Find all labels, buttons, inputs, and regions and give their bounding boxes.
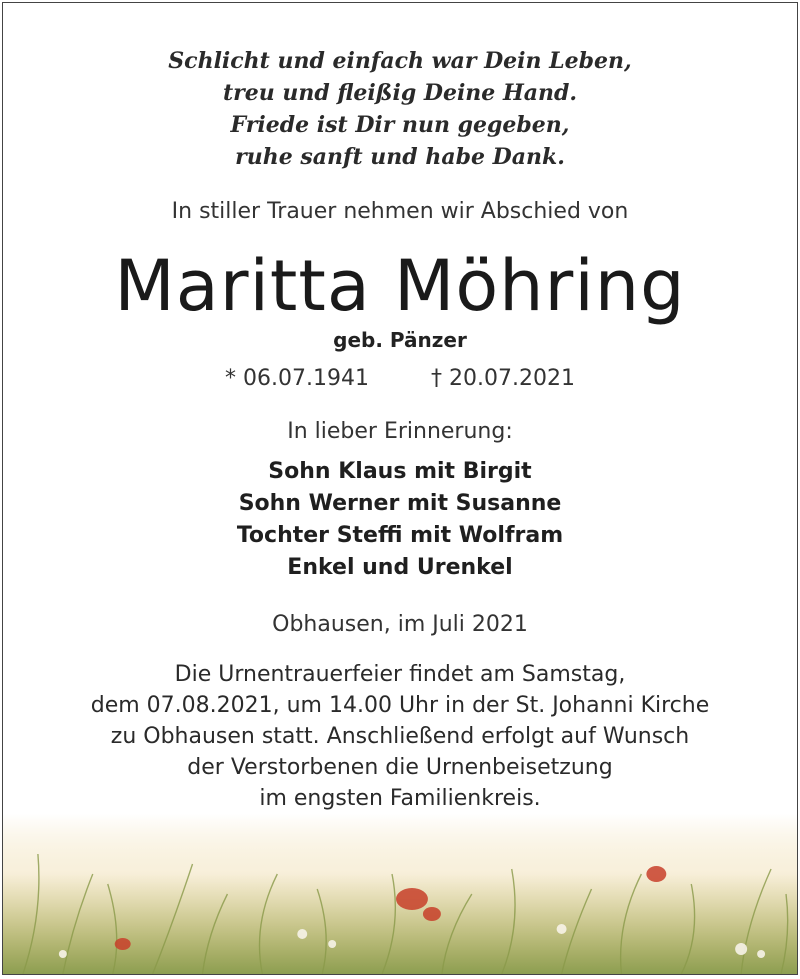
meadow-background-image: [3, 814, 797, 974]
poem-line: Friede ist Dir nun gegeben,: [230, 112, 570, 138]
service-line: zu Obhausen statt. Anschließend erfolgt auf Wunsch: [110, 724, 690, 749]
family-member: Sohn Klaus mit Birgit: [268, 459, 532, 484]
poem-line: Schlicht und einfach war Dein Leben,: [168, 48, 632, 74]
family-member: Enkel und Urenkel: [287, 555, 513, 580]
birth-date: * 06.07.1941: [225, 366, 369, 391]
family-member: Sohn Werner mit Susanne: [238, 491, 562, 516]
family-list: [3, 456, 797, 584]
birth-name: geb. Pänzer: [333, 328, 467, 352]
service-line: Die Urnentrauerfeier findet am Samstag,: [174, 662, 626, 687]
intro-text: In stiller Trauer nehmen wir Abschied von: [171, 199, 629, 224]
memory-heading: In lieber Erinnerung:: [287, 419, 513, 444]
service-line: der Verstorbenen die Urnenbeisetzung: [187, 755, 613, 780]
obituary-content: [3, 45, 797, 814]
poem-line: treu und fleißig Deine Hand.: [222, 80, 578, 106]
service-line: dem 07.08.2021, um 14.00 Uhr in der St. Johanni Kirche: [90, 693, 710, 718]
poem-line: ruhe sanft und habe Dank.: [235, 144, 565, 170]
life-dates: [3, 366, 797, 391]
obituary-card: [2, 2, 798, 975]
service-notice: [3, 659, 797, 814]
service-line: im engsten Familienkreis.: [259, 786, 541, 811]
poem: [3, 45, 797, 173]
deceased-name: Maritta Möhring: [114, 245, 686, 327]
family-member: Tochter Steffi mit Wolfram: [236, 523, 564, 548]
place-date: Obhausen, im Juli 2021: [272, 612, 528, 637]
death-date: † 20.07.2021: [431, 366, 575, 391]
